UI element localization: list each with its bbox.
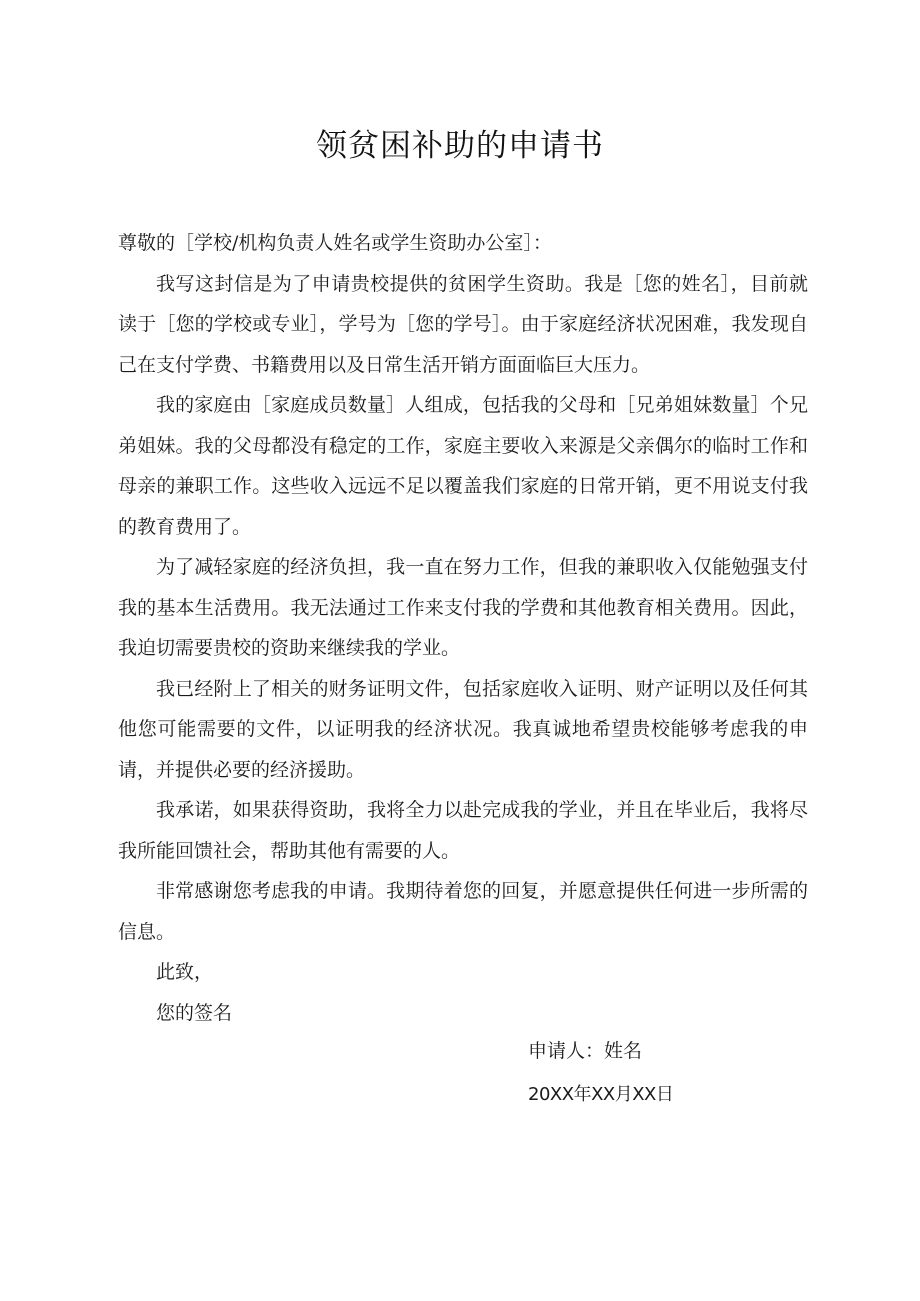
- document-title: 领贫困补助的申请书: [316, 128, 604, 164]
- paragraph-thanks: 非常感谢您考虑我的申请。我期待着您的回复，并愿意提供任何进一步所需的信息。: [118, 880, 808, 943]
- signature: 您的签名: [156, 1001, 233, 1024]
- paragraph-effort: 为了减轻家庭的经济负担，我一直在努力工作，但我的兼职收入仅能勉强支付我的基本生活费用。我无法通过工作来支付我的学费和其他教育相关费用。因此，我迫切需要贵校的资助来继续我的学业。: [118, 556, 808, 659]
- salutation: 尊敬的［学校/机构负责人姓名或学生资助办公室］：: [118, 232, 552, 254]
- paragraph-commitment: 我承诺，如果获得资助，我将全力以赴完成我的学业，并且在毕业后，我将尽我所能回馈社会，帮助其他有需要的人。: [118, 799, 808, 862]
- paragraph-documents: 我已经附上了相关的财务证明文件，包括家庭收入证明、财产证明以及任何其他您可能需要的文件，以证明我的经济状况。我真诚地希望贵校能够考虑我的申请，并提供必要的经济援助。: [118, 677, 808, 781]
- paragraph-family: 我的家庭由［家庭成员数量］人组成，包括我的父母和［兄弟姐妹数量］个兄弟姐妹。我的父母都没有稳定的工作，家庭主要收入来源是父亲偶尔的临时工作和母亲的兼职工作。这些收入远远不足以覆盖我们家庭的日常开销，更不用说支付我的教育费用了。: [118, 394, 808, 538]
- closing: 此致，: [156, 961, 214, 983]
- letter-body: [118, 223, 808, 1033]
- date-line: 20XX年XX月XX日: [528, 1084, 674, 1105]
- applicant-line: 申请人：姓名: [528, 1040, 643, 1062]
- paragraph-purpose: 我写这封信是为了申请贵校提供的贫困学生资助。我是［您的姓名］，目前就读于［您的学校或专业］，学号为［您的学号］。由于家庭经济状况困难，我发现自己在支付学费、书籍费用以及日常生活开销方面面临巨大压力。: [118, 272, 808, 376]
